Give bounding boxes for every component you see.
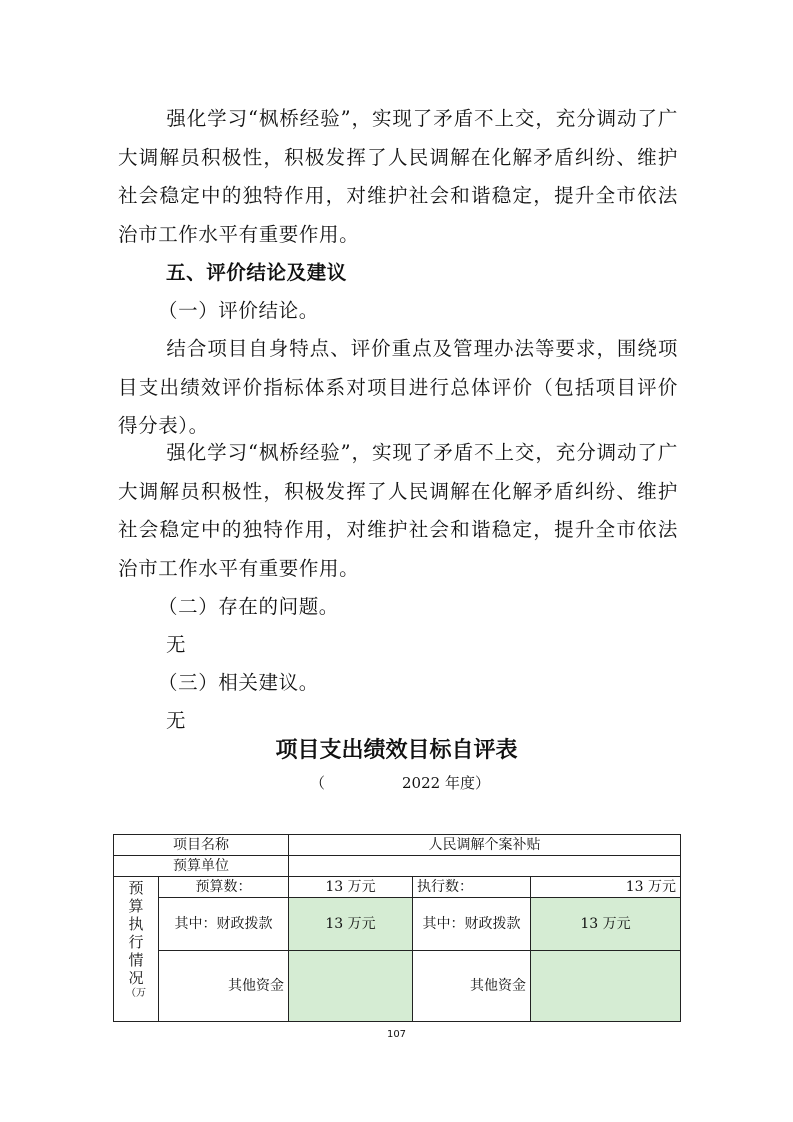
text-none-1: 无 (166, 633, 187, 656)
execution-amount-label: 执行数： (413, 877, 531, 898)
table-row (114, 898, 681, 951)
other-funds-budget (289, 951, 413, 1022)
fiscal-allocation-exec-label: 其中：财政拨款 (413, 898, 531, 951)
page-number: 107 (386, 1029, 407, 1040)
text-none-2: 无 (166, 709, 187, 732)
paragraph-3: 强化学习“枫桥经验”，实现了矛盾不上交，充分调动了广大调解员积极性，积极发挥了人民调解在化解矛盾纠纷、维护社会稳定中的独特作用，对维护社会和谐稳定，提升全市依法治市工作水平有重要作用。 (118, 441, 678, 580)
subheading-suggestions: （三）相关建议。 (158, 671, 319, 694)
paragraph-2: 结合项目自身特点、评价重点及管理办法等要求，围绕项目支出绩效评价指标体系对项目进行总体评价（包括项目评价得分表）。 (118, 337, 678, 437)
budget-amount-value: 13 万元 (289, 877, 413, 898)
table-row (114, 856, 681, 877)
budget-unit-value (289, 856, 681, 877)
fiscal-allocation-budget: 13 万元 (289, 898, 413, 951)
year-text: 2022 年度） (402, 774, 490, 792)
performance-table (113, 834, 681, 1022)
budget-unit-label: 预算单位 (114, 856, 289, 877)
other-funds-exec-label: 其他资金 (413, 951, 531, 1022)
other-funds-exec (531, 951, 681, 1022)
subheading-problems: （二）存在的问题。 (158, 595, 339, 618)
other-funds-label: 其他资金 (159, 951, 289, 1022)
table-row (114, 877, 681, 898)
budget-execution-side-label: 预 算 执 行 情 况 （万 (114, 877, 159, 1022)
subheading-conclusion: （一）评价结论。 (158, 299, 319, 322)
year-open-paren: （ (310, 774, 326, 792)
fiscal-allocation-label: 其中：财政拨款 (159, 898, 289, 951)
paragraph-1: 强化学习“枫桥经验”，实现了矛盾不上交，充分调动了广大调解员积极性，积极发挥了人民调解在化解矛盾纠纷、维护社会稳定中的独特作用，对维护社会和谐稳定，提升全市依法治市工作水平有重要作用。 (118, 107, 678, 246)
table-title: 项目支出绩效目标自评表 (275, 738, 518, 763)
table-row (114, 951, 681, 1022)
table-row (114, 835, 681, 856)
budget-amount-label: 预算数： (159, 877, 289, 898)
section-heading-5: 五、评价结论及建议 (166, 261, 347, 284)
project-name-value: 人民调解个案补贴 (289, 835, 681, 856)
project-name-label: 项目名称 (114, 835, 289, 856)
execution-amount-value: 13 万元 (531, 877, 681, 898)
fiscal-allocation-exec: 13 万元 (531, 898, 681, 951)
